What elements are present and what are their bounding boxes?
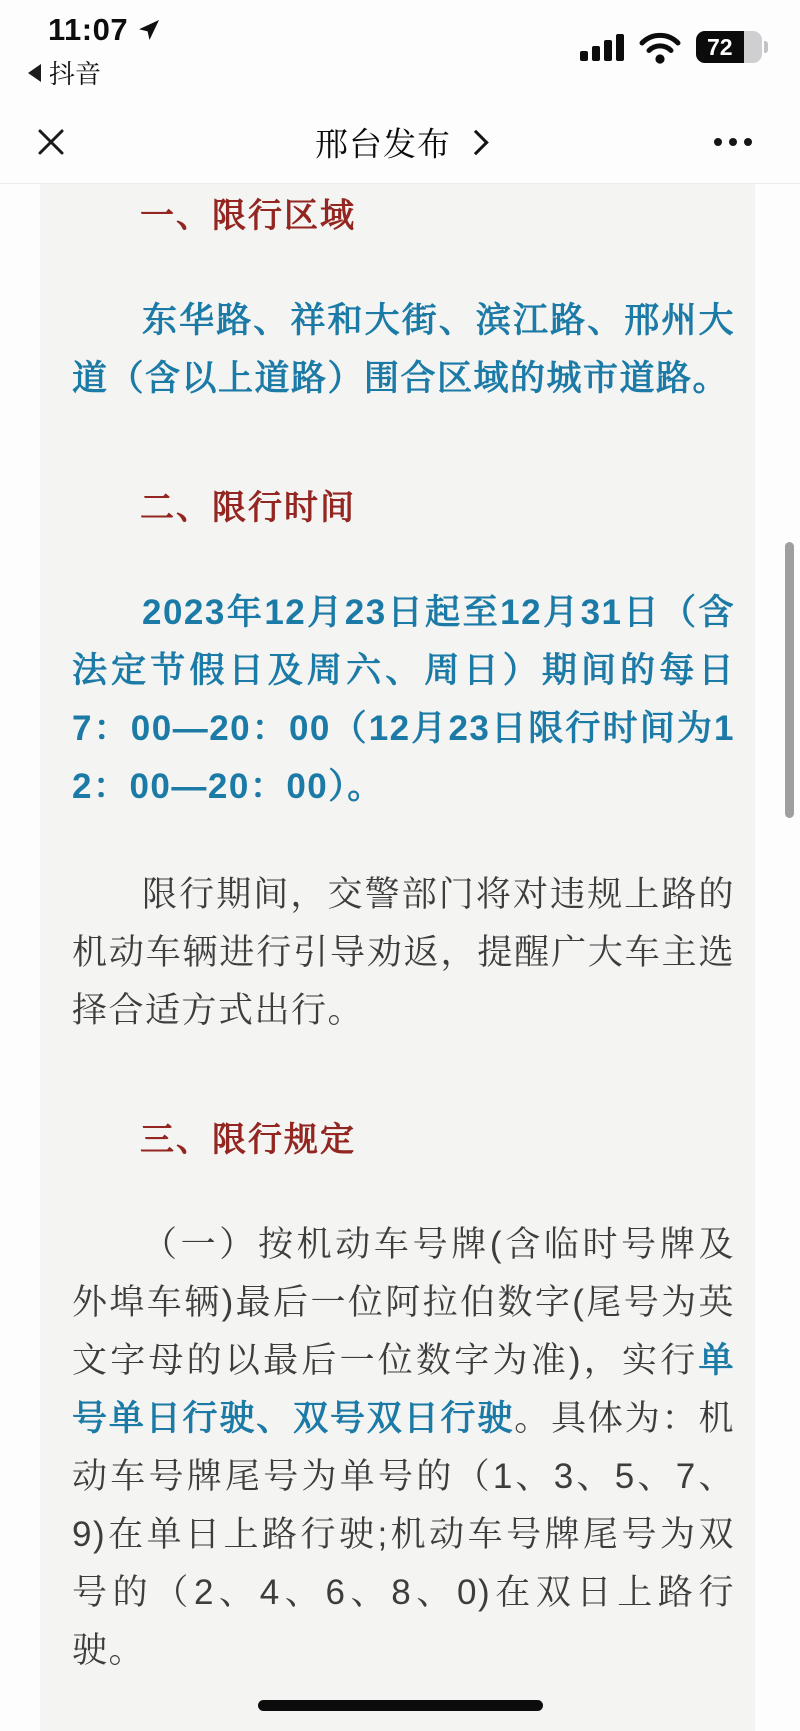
- emphasis-text: 东华路、祥和大街、滨江路、邢州大道（含以上道路）围合区域的城市道路。: [72, 301, 735, 398]
- back-triangle-icon: [28, 64, 41, 82]
- chevron-right-icon: [463, 129, 488, 154]
- paragraph: [72, 584, 735, 816]
- nav-bar: [0, 100, 800, 184]
- account-title[interactable]: [315, 118, 485, 165]
- section-heading: 三、限行规定: [140, 1121, 356, 1159]
- body-text: 。具体为：机动车号牌尾号为单号的（1、3、5、7、9)在单日上路行驶;机动车号牌尾号为双号的（2、4、6、8、0)在双日上路行驶。: [72, 1399, 735, 1670]
- body-text: 限行期间，交警部门将对违规上路的机动车辆进行引导劝返，提醒广大车主选择合适方式出行。: [72, 875, 735, 1030]
- wifi-icon: [638, 31, 682, 64]
- scrollbar-thumb[interactable]: [785, 542, 794, 818]
- back-app-label: 抖音: [49, 59, 102, 89]
- status-time-group: [48, 12, 161, 48]
- close-icon: [35, 126, 67, 158]
- back-to-app-breadcrumb[interactable]: [28, 54, 101, 91]
- location-arrow-icon: [137, 18, 161, 42]
- more-icon: [714, 138, 722, 146]
- section-heading: 一、限行区域: [140, 197, 356, 235]
- battery-icon: [696, 31, 768, 63]
- cellular-signal-icon: [580, 31, 624, 64]
- battery-percent: 72: [696, 31, 744, 63]
- status-bar: [0, 0, 800, 100]
- status-indicators: [580, 28, 768, 64]
- paragraph: [72, 1216, 735, 1680]
- paragraph: [72, 866, 735, 1040]
- home-indicator[interactable]: [258, 1700, 543, 1711]
- more-button[interactable]: [708, 132, 758, 152]
- article: [40, 184, 755, 1731]
- emphasis-text: 单号单日行驶、双号双日行驶: [72, 1341, 735, 1438]
- body-text: （一）按机动车号牌(含临时号牌及外埠车辆)最后一位阿拉伯数字(尾号为英文字母的以最后一位数字为准)，实行: [72, 1225, 735, 1380]
- section-heading: 二、限行时间: [140, 489, 356, 527]
- paragraph: [72, 292, 735, 408]
- battery-cap: [764, 41, 768, 53]
- emphasis-text: 2023年12月23日起至12月31日（含法定节假日及周六、周日）期间的每日7：00—20：00（12月23日限行时间为12：00—20：00）。: [72, 593, 735, 806]
- close-button[interactable]: [33, 124, 69, 160]
- account-title-label: 邢台发布: [315, 125, 451, 162]
- clock-time: 11:07: [48, 12, 129, 47]
